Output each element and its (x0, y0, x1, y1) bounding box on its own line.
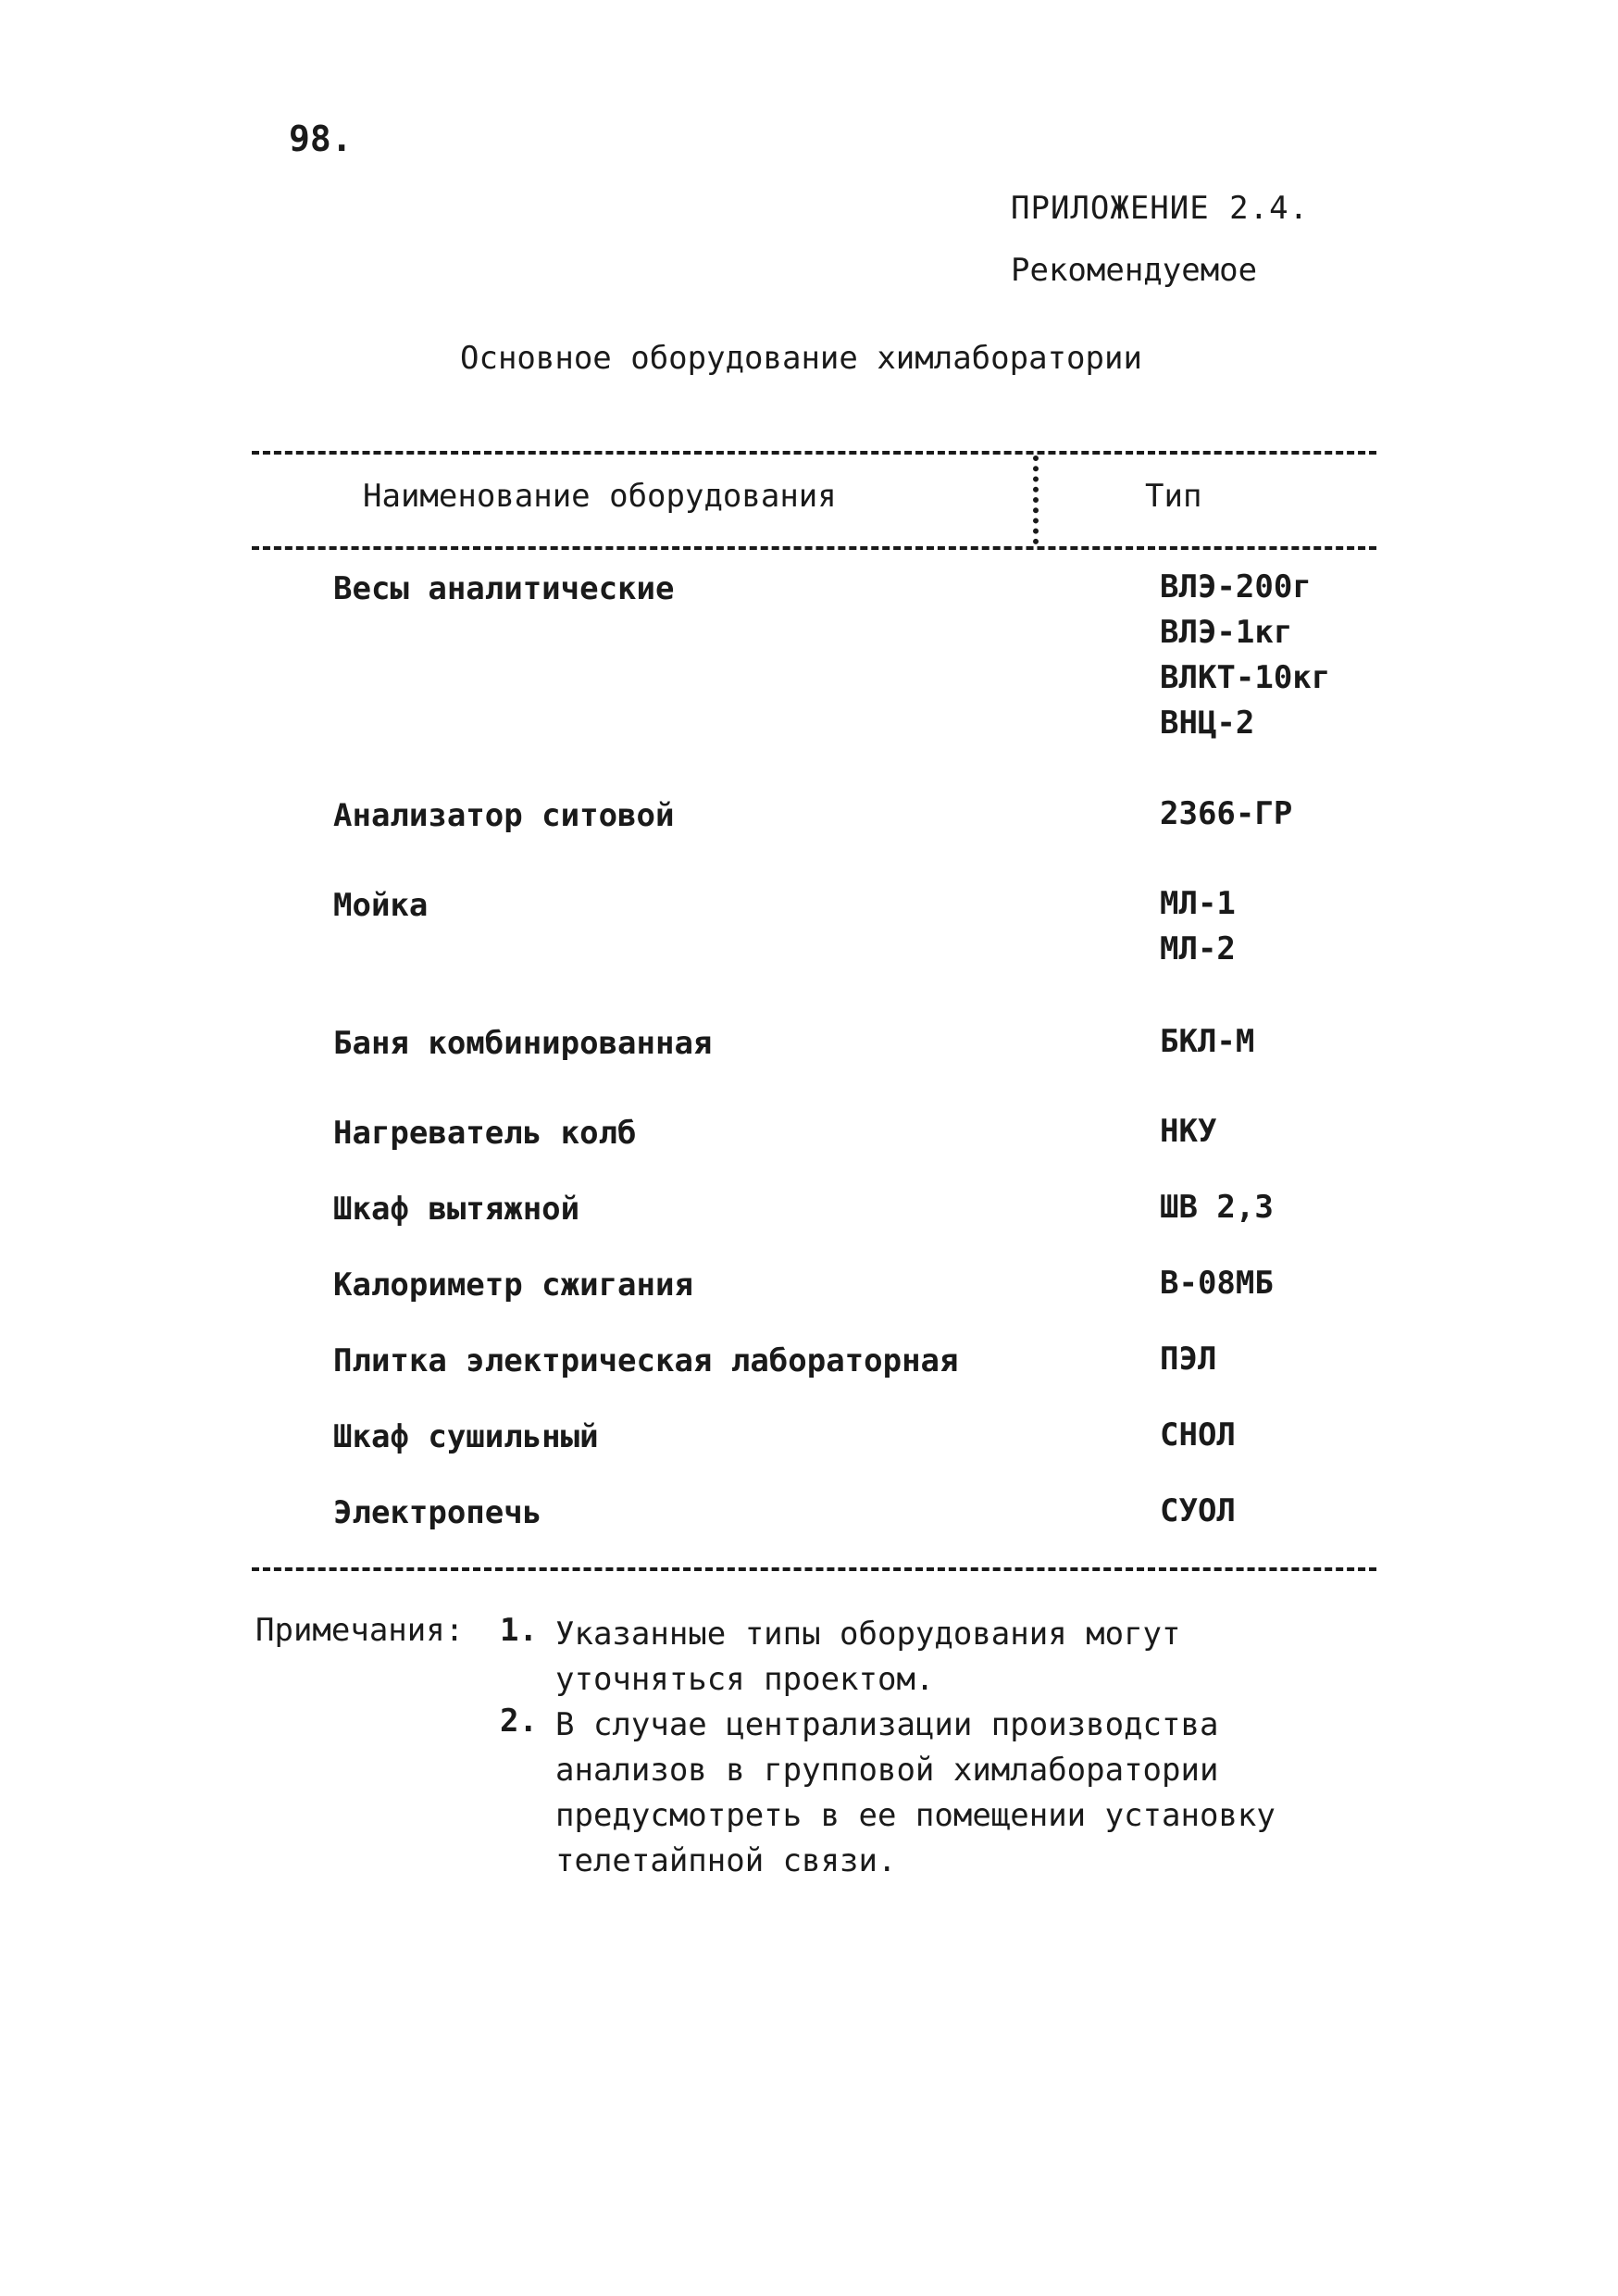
recommended-label: Рекомендуемое (1011, 252, 1258, 289)
note-number: 2. (500, 1703, 538, 1740)
equipment-type: ШВ 2,3 (1160, 1189, 1274, 1226)
equipment-types (1160, 1109, 1216, 1154)
equipment-name: Баня комбинированная (333, 1025, 713, 1062)
equipment-type: МЛ-2 (1160, 930, 1236, 967)
equipment-types (1160, 1185, 1274, 1230)
table-header-rule (252, 546, 1376, 550)
equipment-types (1160, 565, 1330, 746)
equipment-type: БКЛ-М (1160, 1023, 1255, 1060)
equipment-types (1160, 1413, 1236, 1458)
equipment-types (1160, 1489, 1236, 1534)
table-top-rule (252, 451, 1376, 455)
page-number: 98. (289, 119, 353, 159)
equipment-name: Электропечь (333, 1494, 542, 1531)
equipment-type: ВЛЭ-1кг (1160, 614, 1293, 651)
equipment-type: ПЭЛ (1160, 1341, 1217, 1378)
header-column-separator (1033, 455, 1048, 544)
equipment-name: Анализатор ситовой (333, 797, 675, 834)
equipment-name: Калориметр сжигания (333, 1267, 693, 1304)
equipment-type: НКУ (1160, 1113, 1217, 1150)
equipment-name: Мойка (333, 887, 429, 924)
equipment-name: Шкаф сушильный (333, 1418, 599, 1455)
equipment-types (1160, 1019, 1254, 1065)
header-name: Наименование оборудования (363, 478, 837, 515)
equipment-type: 2366-ГР (1160, 795, 1293, 832)
notes-label: Примечания: (255, 1612, 465, 1649)
appendix-label: ПРИЛОЖЕНИЕ 2.4. (1011, 190, 1310, 227)
note-text: Указанные типы оборудования могут уточняться проектом. (555, 1616, 1181, 1698)
document-title: Основное оборудование химлаборатории (460, 340, 1142, 377)
equipment-type: СНОЛ (1160, 1416, 1236, 1454)
equipment-type: ВЛКТ-10кг (1160, 659, 1331, 696)
equipment-name: Плитка электрическая лабораторная (333, 1342, 959, 1379)
equipment-types (1160, 1261, 1274, 1306)
equipment-type: ВНЦ-2 (1160, 705, 1255, 742)
note-text: В случае централизации производства анализов в групповой химлаборатории предусмотреть в ее помещении установку телетайпной связи. (555, 1706, 1276, 1879)
equipment-name: Шкаф вытяжной (333, 1191, 580, 1228)
equipment-name: Весы аналитические (333, 570, 675, 607)
equipment-type: ВЛЭ-200г (1160, 568, 1312, 605)
header-type: Тип (1145, 478, 1202, 515)
table-bottom-rule (252, 1567, 1376, 1571)
equipment-type: СУОЛ (1160, 1492, 1236, 1529)
equipment-type: МЛ-1 (1160, 885, 1236, 922)
equipment-type: В-08МБ (1160, 1265, 1274, 1302)
equipment-types (1160, 881, 1236, 972)
note-number: 1. (500, 1612, 538, 1649)
equipment-types (1160, 792, 1292, 837)
equipment-types (1160, 1337, 1216, 1382)
equipment-name: Нагреватель колб (333, 1115, 637, 1152)
